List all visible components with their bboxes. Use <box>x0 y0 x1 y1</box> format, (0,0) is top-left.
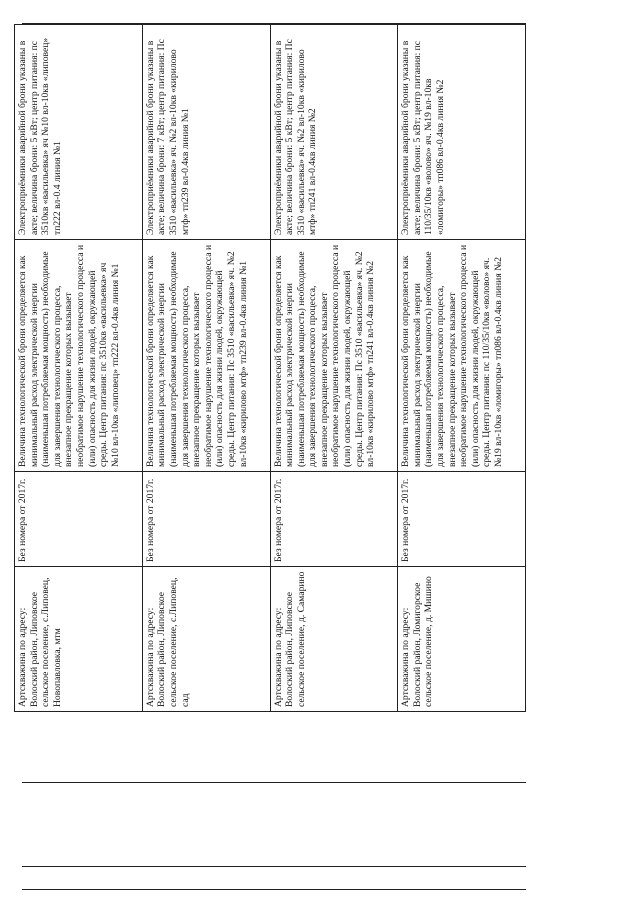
description-cell: Величина технологической брони определяется как минимальный расход электрической энергии (наименьшая потребляемая мощность) необходимые для завершения технологического процесса, внезапное прекращение которых вызывает необратимое нарушение технологического процесса и (или) опасность для жизни людей, окружающей среды. Центр питания: Пс 3510 «васильевка» яч. №2 вл-10кв «кирилово мтф» тп241 вл-0.4кв линия №2 <box>270 240 398 472</box>
signature-line <box>22 889 526 890</box>
emergency-cell: Электроприёмники аварийной брони указаны в акте; величина брони: 5 кВт; центр питания: Пс 3510 «васильевка» яч. №2 вл-10кв «кирилово мтф» тп241 вл-0.4кв линия №2 <box>270 25 398 240</box>
description-cell: Величина технологической брони определяется как минимальный расход электрической энергии (наименьшая потребляемая мощность) необходимые для завершения технологического процесса, внезапное прекращение которых вызывает необратимое нарушение технологического процесса и (или) опасность для жизни людей, окружающей среды. Центр питания: пс 3510кв «васильевка» яч №10 вл-10кв «липовец» тп222 вл-0.4кв линия №1 <box>15 240 143 472</box>
reservation-table <box>14 24 526 712</box>
emergency-cell: Электроприёмники аварийной брони указаны в акте; величина брони: 5 кВт; центр питания: пс 110/35/10кв «волово» яч. №19 вл-10кв «ломигоры» тп086 вл-0.4кв линия №2 <box>398 25 526 240</box>
rotated-table-container <box>14 25 526 712</box>
emergency-cell: Электроприёмники аварийной брони указаны в акте; величина брони: 5 кВт; центр питания: пс 3510кв «васильевка» яч №10 вл-10кв «липовец» тп222 вл-0.4 линия №1 <box>15 25 143 240</box>
date-cell: Без номера от 2017г. <box>270 472 398 567</box>
signature-line <box>22 866 526 867</box>
location-cell: Артскважина по адресу: Волоский район, Липовское сельское поселение, д. Самарино <box>270 567 398 712</box>
date-cell: Без номера от 2017г. <box>398 472 526 567</box>
location-cell: Артскважина по адресу: Волоский район, Липовское сельское поселение, с.Липовец, сад <box>142 567 270 712</box>
table-row <box>15 25 143 712</box>
table-row <box>270 25 398 712</box>
description-cell: Величина технологической брони определяется как минимальный расход электрической энергии (наименьшая потребляемая мощность) необходимые для завершения технологического процесса, внезапное прекращение которых вызывает необратимое нарушение технологического процесса и (или) опасность для жизни людей, окружающей среды. Центр питания: пс 110/35/10кв «волово» яч. №19 вл-10кв «ломигоры» тп086 вл-0.4кв линия №2 <box>398 240 526 472</box>
description-cell: Величина технологической брони определяется как минимальный расход электрической энергии (наименьшая потребляемая мощность) необходимые для завершения технологического процесса, внезапное прекращение которых вызывает необратимое нарушение технологического процесса и (или) опасность для жизни людей, окружающей среды. Центр питания: Пс 3510 «васильевка» яч. №2 вл-10кв «кирилово мтф» тп239 вл-0.4кв линия №1 <box>142 240 270 472</box>
table-row <box>142 25 270 712</box>
date-cell: Без номера от 2017г. <box>15 472 143 567</box>
location-cell: Артскважина по адресу: Волоский район, Липовское сельское поселение, с.Липовец, Новопавловка, мтм <box>15 567 143 712</box>
date-cell: Без номера от 2017г. <box>142 472 270 567</box>
location-cell: Артскважина по адресу: Волоский район, Ломигорское сельское поселение, д. Мишино <box>398 567 526 712</box>
table-row <box>398 25 526 712</box>
signature-line <box>22 782 526 783</box>
emergency-cell: Электроприёмники аварийной брони указаны в акте; величина брони: 7 кВт; центр питания: Пс 3510 «васильевка» яч. №2 вл-10кв «кирилово мтф» тп239 вл-0.4кв линия №1 <box>142 25 270 240</box>
